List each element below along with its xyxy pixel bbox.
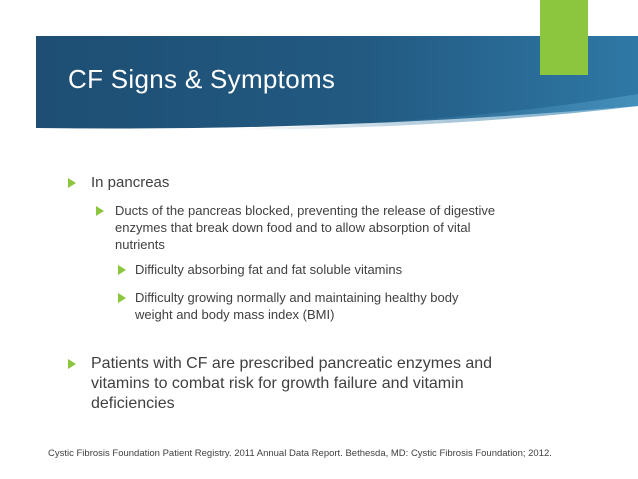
bullet-growing-line2: weight and body mass index (BMI) [135, 307, 335, 322]
bullet-arrow-icon [118, 293, 126, 303]
bullet-arrow-icon [96, 206, 104, 216]
bullet-arrow-icon [68, 359, 76, 369]
bullet-enzymes-line1: Patients with CF are prescribed pancreatic enzymes and [91, 355, 493, 372]
accent-block [540, 0, 588, 75]
bullet-growing-line1: Difficulty growing normally and maintaining healthy body [135, 290, 459, 305]
bullet-enzymes-line3: deficiencies [91, 395, 175, 412]
bullet-arrow-icon [118, 265, 126, 275]
bullet-arrow-icon [68, 178, 76, 188]
citation-footnote: Cystic Fibrosis Foundation Patient Registry. 2011 Annual Data Report. Bethesda, MD: Cystic Fibrosis Foundation; 2012. [48, 448, 552, 459]
bullet-ducts-line3: nutrients [115, 237, 165, 252]
bullet-ducts-line2: enzymes that break down food and to allow absorption of vital [115, 220, 471, 235]
bullet-ducts-line1: Ducts of the pancreas blocked, preventing the release of digestive [115, 203, 496, 218]
bullet-absorbing-fat: Difficulty absorbing fat and fat soluble vitamins [135, 262, 403, 277]
bullet-enzymes-line2: vitamins to combat risk for growth failure and vitamin [91, 375, 464, 392]
bullet-in-pancreas: In pancreas [91, 174, 170, 191]
slide-title: CF Signs & Symptoms [68, 64, 336, 94]
